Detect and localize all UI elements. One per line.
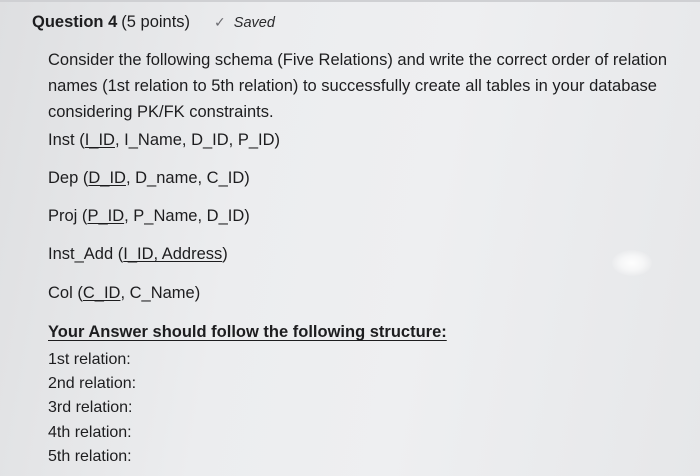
question-body (48, 47, 668, 125)
relation-proj: Proj (P_ID, P_Name, D_ID) (48, 207, 250, 225)
primary-key: P_ID (87, 207, 125, 225)
question-points: (5 points) (121, 13, 191, 31)
relation-name: Proj (48, 207, 78, 225)
primary-key: C_ID (82, 284, 121, 302)
question-title: Question 4 (32, 13, 118, 31)
screen-glare (612, 250, 652, 276)
saved-status (214, 14, 275, 31)
relation-inst: Inst (I_ID, I_Name, D_ID, P_ID) (48, 131, 281, 149)
question-prompt: Consider the following schema (Five Relations) and write the correct order of relation names (1st relation to 5th relation) to successfully create all tables in your database considering PK/FK constraints. (48, 51, 668, 121)
relation-inst-add: Inst_Add (I_ID, Address) (48, 245, 228, 263)
primary-key: D_ID (88, 169, 126, 187)
answer-title: Your Answer should follow the following structure: (48, 323, 447, 341)
relation-name: Dep (48, 169, 79, 187)
top-divider (0, 0, 700, 2)
relation-name: Inst_Add (48, 245, 114, 263)
answer-line: 4th relation: (48, 423, 132, 441)
relation-name: Col (48, 284, 73, 302)
answer-line: 5th relation: (48, 447, 132, 465)
answer-line: 2nd relation: (48, 375, 137, 393)
relation-attributes: , D_name, C_ID) (125, 169, 250, 187)
primary-key: I_ID, Address (123, 245, 223, 263)
primary-key: I_ID (84, 131, 115, 149)
relation-col: Col (C_ID, C_Name) (48, 284, 201, 302)
relation-attributes: ) (222, 245, 228, 263)
answer-structure (48, 323, 447, 469)
relation-attributes: , I_Name, D_ID, P_ID) (114, 131, 281, 149)
relation-dep: Dep (D_ID, D_name, C_ID) (48, 169, 250, 187)
checkmark-icon: ✓ (214, 14, 226, 30)
answer-line: 1st relation: (48, 351, 131, 368)
answer-line: 3rd relation: (48, 399, 133, 417)
relation-name: Inst (48, 131, 75, 149)
saved-label: Saved (233, 15, 275, 31)
relation-attributes: , P_Name, D_ID) (124, 207, 250, 225)
question-header (32, 13, 275, 32)
relation-attributes: , C_Name) (120, 284, 201, 302)
